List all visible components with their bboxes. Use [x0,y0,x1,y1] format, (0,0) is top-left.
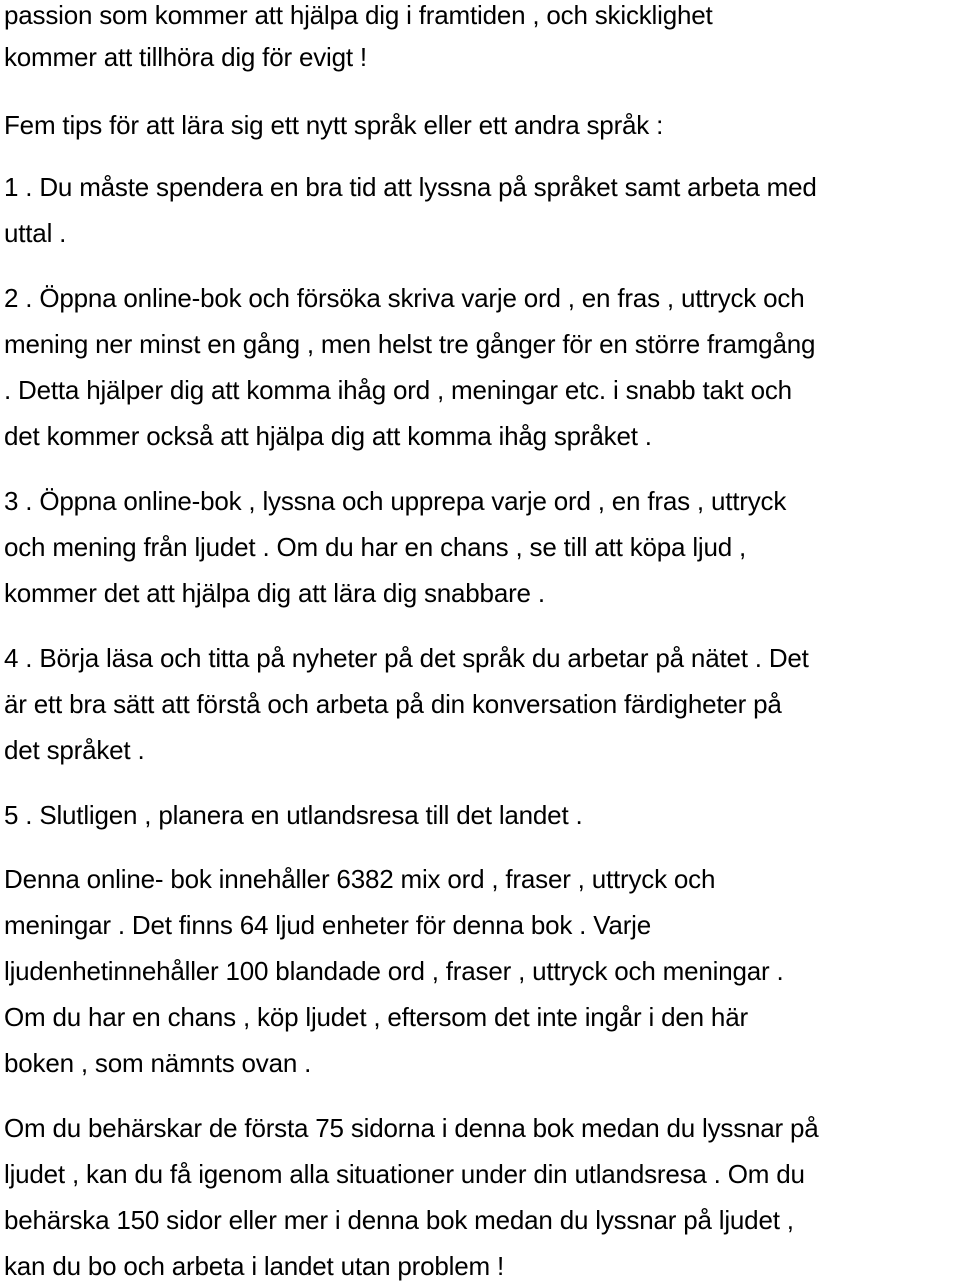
text-line: mening ner minst en gång , men helst tre gånger för en större framgång [4,329,816,359]
text-line: . Detta hjälper dig att komma ihåg ord , meningar etc. i snabb takt och [4,375,792,405]
text-line: behärska 150 sidor eller mer i denna bok medan du lyssnar på ljudet , [4,1205,794,1235]
text-line: det kommer också att hjälpa dig att komma ihåg språket . [4,421,652,451]
text-line: Fem tips för att lära sig ett nytt språk eller ett andra språk : [4,110,664,140]
text-line: 4 . Börja läsa och titta på nyheter på det språk du arbetar på nätet . Det [4,643,809,673]
text-line: 5 . Slutligen , planera en utlandsresa till det landet . [4,800,583,830]
text-line: ljudenhetinnehåller 100 blandade ord , fraser , uttryck och meningar . [4,956,784,986]
text-line: är ett bra sätt att förstå och arbeta på din konversation färdigheter på [4,689,782,719]
text-line: boken , som nämnts ovan . [4,1048,312,1078]
text-line: och mening från ljudet . Om du har en chans , se till att köpa ljud , [4,532,747,562]
text-line: kommer att tillhöra dig för evigt ! [4,42,367,72]
text-line: Denna online- bok innehåller 6382 mix ord , fraser , uttryck och [4,864,716,894]
text-line: 2 . Öppna online-bok och försöka skriva varje ord , en fras , uttryck och [4,283,805,313]
text-line: ljudet , kan du få igenom alla situationer under din utlandsresa . Om du [4,1159,805,1189]
text-line: Om du behärskar de första 75 sidorna i denna bok medan du lyssnar på [4,1113,819,1143]
text-line: kommer det att hjälpa dig att lära dig snabbare . [4,578,545,608]
text-line: Om du har en chans , köp ljudet , eftersom det inte ingår i den här [4,1002,748,1032]
text-line: det språket . [4,735,145,765]
text-line: kan du bo och arbeta i landet utan problem ! [4,1251,504,1281]
text-line: uttal . [4,218,67,248]
text-line: 3 . Öppna online-bok , lyssna och upprepa varje ord , en fras , uttryck [4,486,787,516]
text-line: passion som kommer att hjälpa dig i framtiden , och skicklighet [4,0,713,30]
text-line: 1 . Du måste spendera en bra tid att lyssna på språket samt arbeta med [4,172,817,202]
text-line: meningar . Det finns 64 ljud enheter för denna bok . Varje [4,910,651,940]
